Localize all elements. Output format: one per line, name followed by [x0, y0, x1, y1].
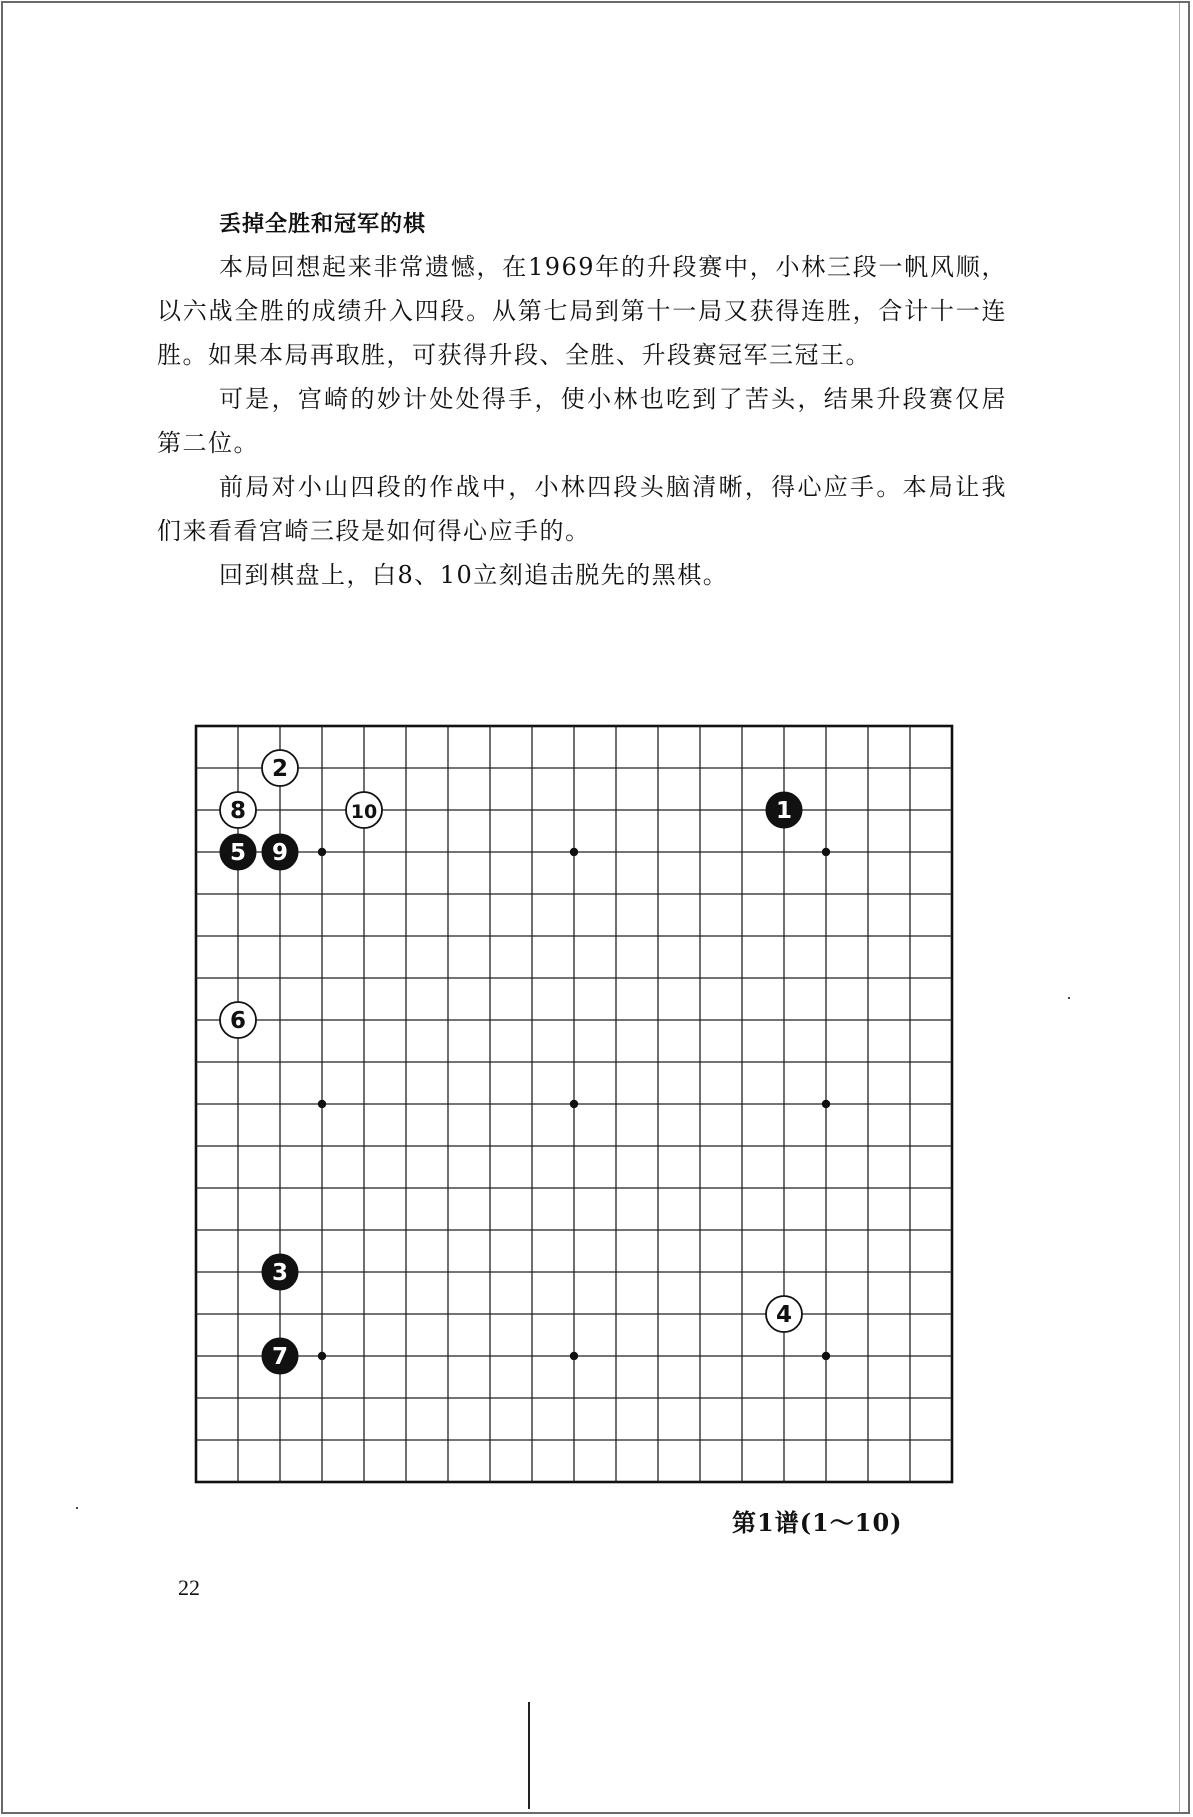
article-body	[157, 205, 1007, 597]
go-board	[190, 718, 960, 1498]
star-point	[570, 1100, 578, 1108]
move-number-6: 6	[229, 1008, 247, 1034]
star-point	[570, 848, 578, 856]
page-number: 22	[178, 1575, 200, 1600]
paragraph-3: 前局对小山四段的作战中，小林四段头脑清晰，得心应手。本局让我们来看看宫崎三段是如何得心应手的。	[157, 473, 1007, 545]
article-title: 丢掉全胜和冠军的棋	[219, 212, 427, 237]
move-number-9: 9	[271, 840, 289, 866]
move-number-3: 3	[271, 1260, 289, 1286]
move-number-10: 10	[350, 801, 378, 823]
star-point	[822, 1352, 830, 1360]
scan-speck	[76, 1507, 78, 1509]
move-number-5: 5	[229, 840, 247, 866]
diagram-caption: 第1谱(1～10)	[732, 1508, 903, 1537]
scan-speck	[1068, 997, 1070, 999]
star-point	[822, 848, 830, 856]
move-number-4: 4	[775, 1302, 793, 1328]
star-point	[318, 848, 326, 856]
star-point	[570, 1352, 578, 1360]
paragraph-1: 本局回想起来非常遗憾，在1969年的升段赛中，小林三段一帆风顺，以六战全胜的成绩升入四段。从第七局到第十一局又获得连胜，合计十一连胜。如果本局再取胜，可获得升段、全胜、升段赛冠军三冠王。	[157, 253, 1007, 369]
star-point	[318, 1352, 326, 1360]
move-number-7: 7	[271, 1344, 289, 1370]
star-point	[822, 1100, 830, 1108]
move-number-8: 8	[229, 798, 247, 824]
move-number-1: 1	[775, 798, 793, 824]
paragraph-2: 可是，宫崎的妙计处处得手，使小林也吃到了苦头，结果升段赛仅居第二位。	[157, 385, 1007, 457]
move-number-2: 2	[271, 756, 289, 782]
binding-line	[528, 1702, 530, 1809]
star-point	[318, 1100, 326, 1108]
go-board-diagram	[190, 718, 960, 1498]
paragraph-4: 回到棋盘上，白8、10立刻追击脱先的黑棋。	[219, 561, 729, 589]
